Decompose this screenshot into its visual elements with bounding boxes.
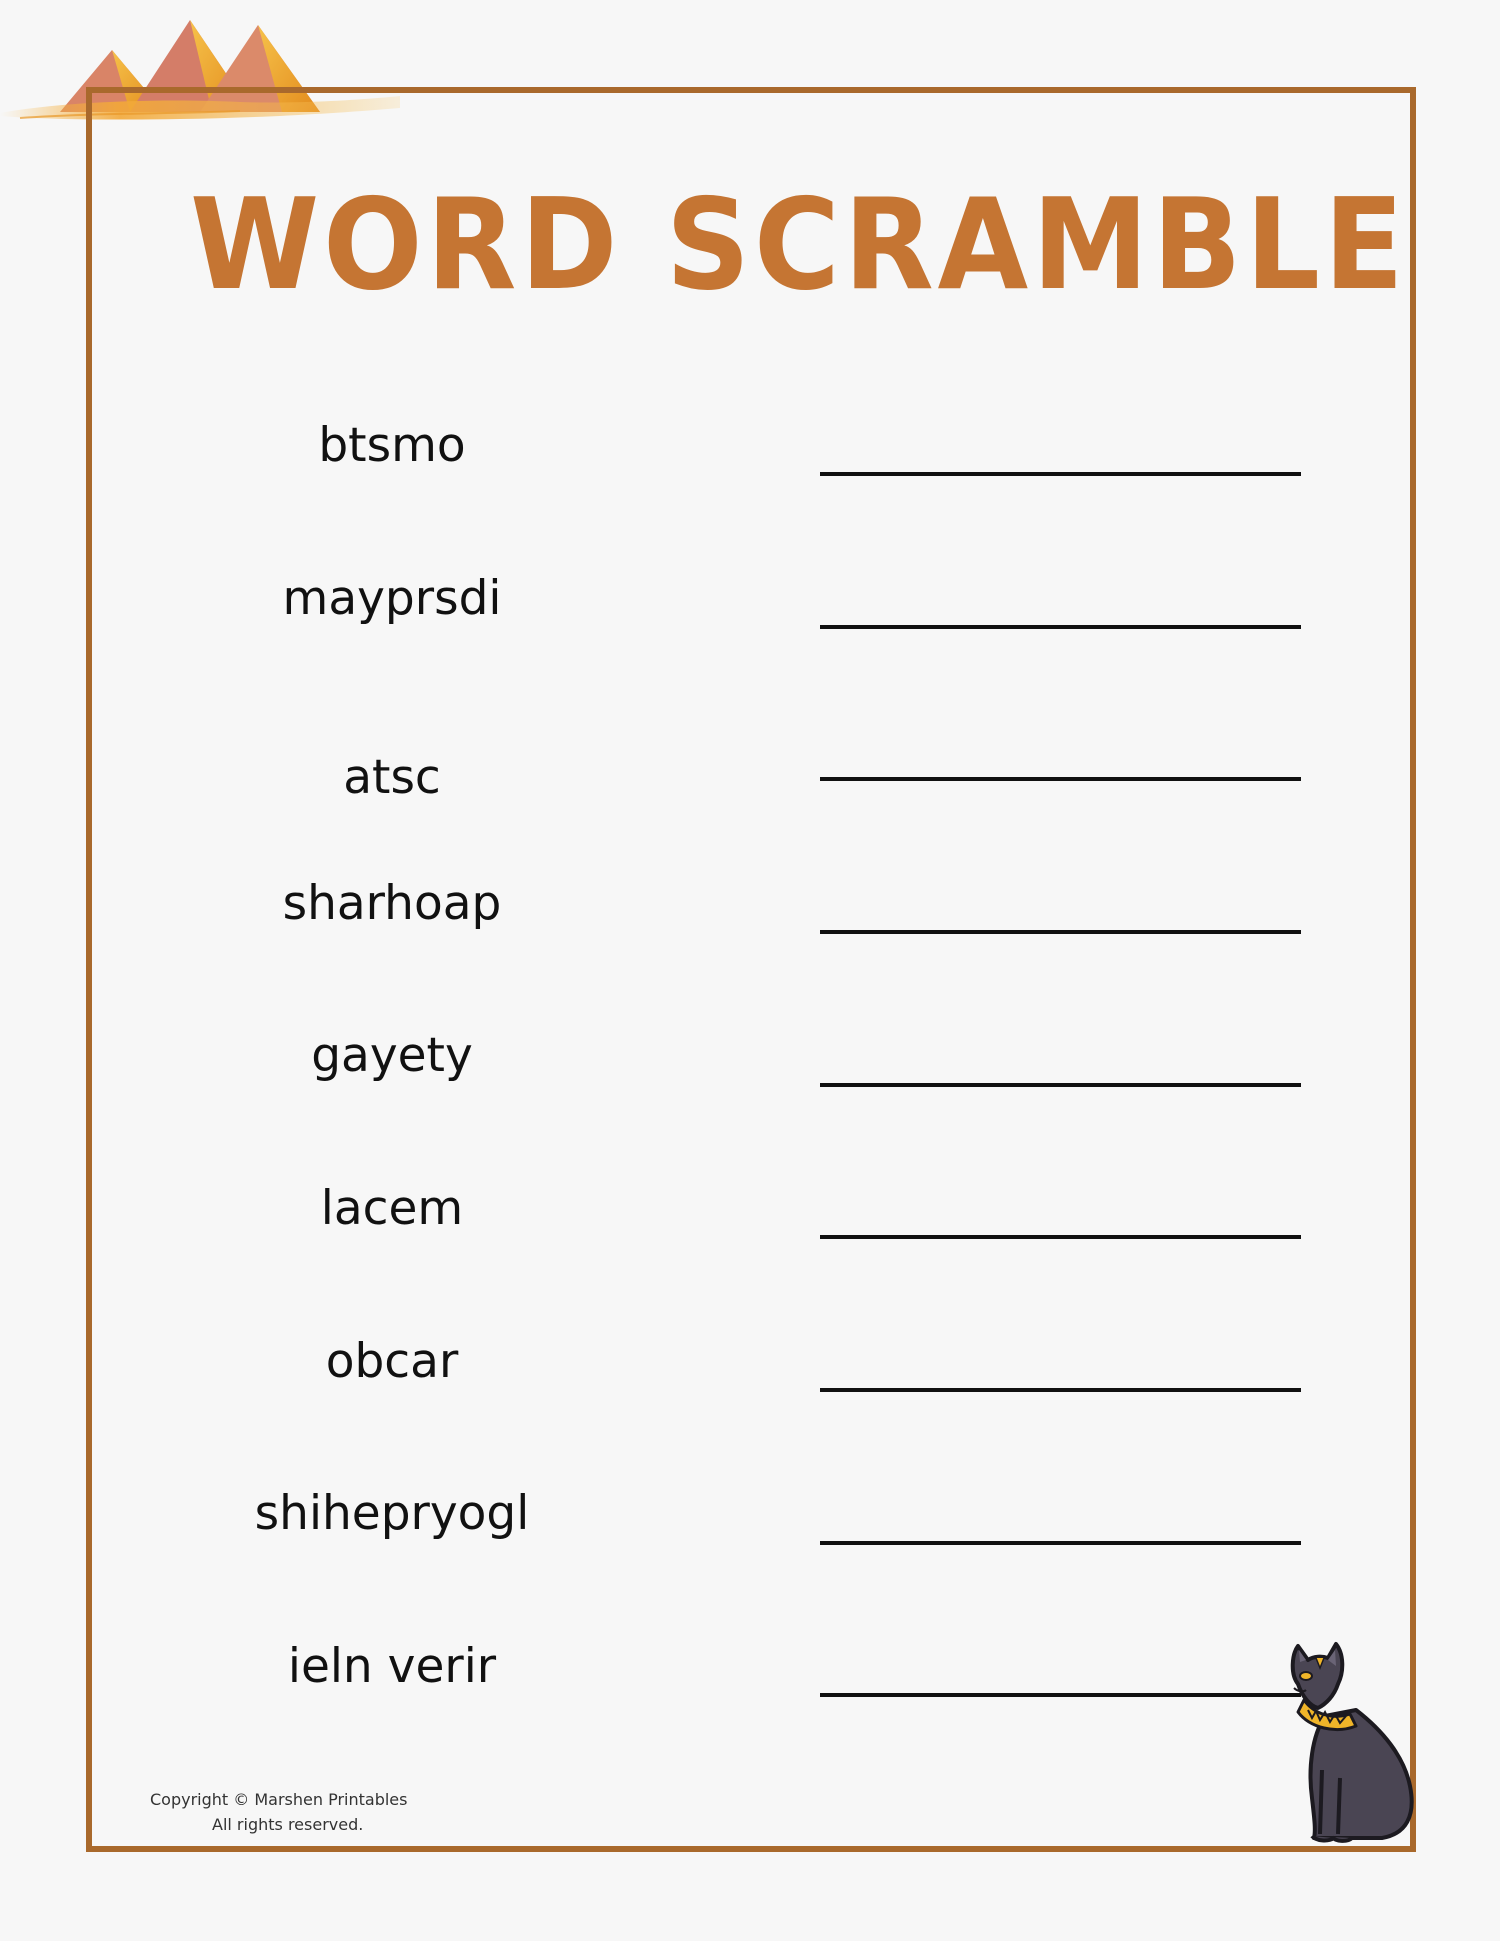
copyright-notice [150,1787,430,1837]
rights-text: All rights reserved. [212,1815,364,1834]
answer-line-2[interactable] [820,625,1301,629]
scrambled-word-8: shihepryogl [254,1486,530,1541]
page-title: WORD SCRAMBLE [190,171,1408,318]
scrambled-word-2: mayprsdi [282,571,502,626]
scrambled-word-5: gayety [311,1028,473,1083]
copyright-text: Copyright © Marshen Printables [150,1790,408,1809]
scrambled-word-9: ieln verir [287,1639,497,1694]
page-border [86,87,1416,1852]
answer-line-9[interactable] [820,1693,1301,1697]
scrambled-word-1: btsmo [318,418,466,473]
answer-line-6[interactable] [820,1235,1301,1239]
answer-line-8[interactable] [820,1541,1301,1545]
answer-line-7[interactable] [820,1388,1301,1392]
scrambled-word-4: sharhoap [282,876,502,931]
scrambled-word-6: lacem [320,1181,464,1236]
answer-line-1[interactable] [820,472,1301,476]
cat-icon [1270,1638,1420,1846]
scrambled-word-7: obcar [325,1334,459,1389]
answer-line-3[interactable] [820,777,1301,781]
answer-line-4[interactable] [820,930,1301,934]
scrambled-word-3: atsc [343,750,441,805]
answer-line-5[interactable] [820,1083,1301,1087]
